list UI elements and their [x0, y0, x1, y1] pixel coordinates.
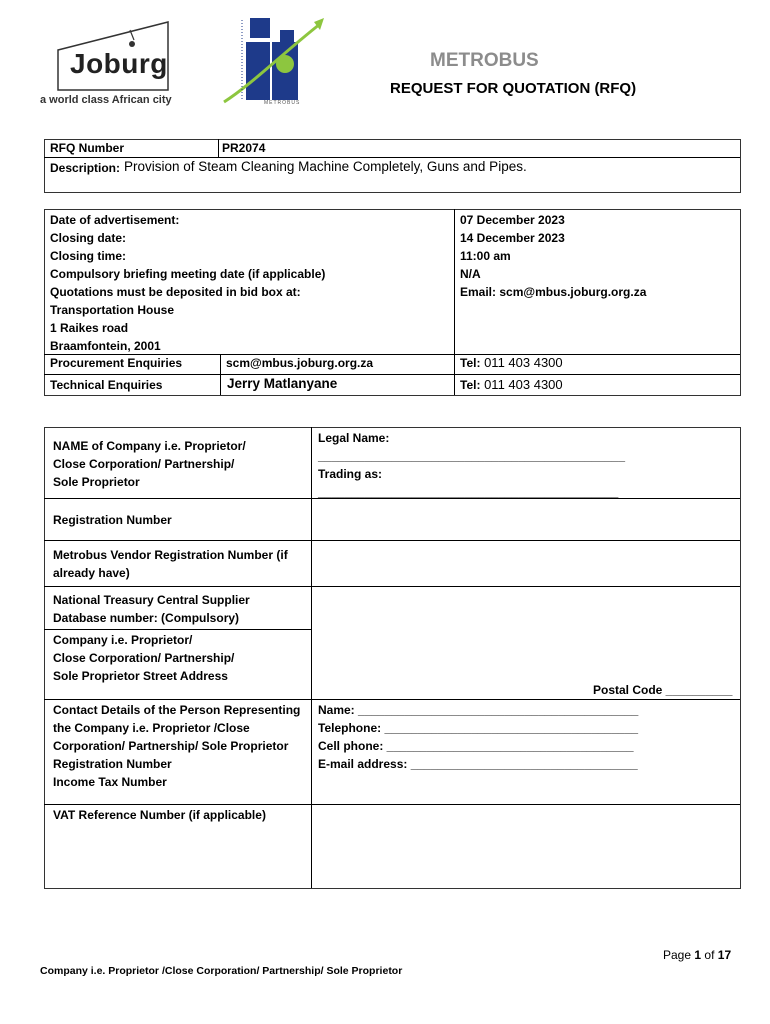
trading-as-label: Trading as:	[318, 467, 383, 481]
rfq-description-label: Description:	[50, 161, 121, 175]
procurement-tel-label: Tel:	[460, 356, 481, 370]
label-building: Transportation House	[50, 303, 175, 317]
contact-details-line: Corporation/ Partnership/ Sole Proprietor	[53, 739, 289, 753]
legal-name-label: Legal Name:	[318, 431, 390, 445]
technical-contact: Jerry Matlanyane	[227, 376, 338, 391]
technical-label: Technical Enquiries	[50, 378, 163, 392]
page-number	[663, 948, 731, 962]
rfq-description-value: Provision of Steam Cleaning Machine Completely, Guns and Pipes.	[124, 159, 527, 174]
rfq-number-label: RFQ Number	[50, 141, 125, 155]
joburg-logo	[40, 18, 180, 110]
contact-details-line: Registration Number	[53, 757, 172, 771]
page-total: 17	[717, 948, 732, 962]
value-date-advertisement: 07 December 2023	[460, 213, 565, 227]
procurement-tel-number: 011 403 4300	[484, 355, 563, 370]
street-address-label	[53, 631, 308, 685]
metrobus-logo-text: METROBUS	[264, 100, 301, 106]
value-bid-email: Email: scm@mbus.joburg.org.za	[460, 285, 647, 299]
street-address-line: Sole Proprietor Street Address	[53, 669, 228, 683]
joburg-tagline: a world class African city	[40, 94, 172, 106]
contact-telephone-field[interactable]: Telephone: ______________________________________	[318, 721, 639, 735]
technical-tel-label: Tel:	[460, 378, 481, 392]
page-of: of	[704, 948, 715, 962]
company-name-label-line: Close Corporation/ Partnership/	[53, 457, 235, 471]
schedule-labels	[50, 211, 450, 355]
footer-note: Company i.e. Proprietor /Close Corporation/ Partnership/ Sole Proprietor	[40, 965, 403, 977]
label-briefing-meeting: Compulsory briefing meeting date (if applicable)	[50, 267, 326, 281]
company-name-label-line: NAME of Company i.e. Proprietor/	[53, 439, 246, 453]
label-date-advertisement: Date of advertisement:	[50, 213, 180, 227]
joburg-logo-text: Joburg	[70, 48, 168, 79]
legal-name-field[interactable]	[318, 429, 736, 501]
metrobus-logo	[222, 14, 328, 110]
contact-email-field[interactable]: E-mail address: __________________________________	[318, 757, 638, 771]
vendor-registration-line: Metrobus Vendor Registration Number (if	[53, 548, 288, 562]
treasury-label	[53, 591, 308, 627]
value-briefing-meeting: N/A	[460, 267, 481, 281]
legal-name-line[interactable]: ______________________________________________	[318, 449, 625, 463]
contact-fields	[318, 701, 736, 773]
technical-tel-number: 011 403 4300	[484, 377, 563, 392]
label-bid-box: Quotations must be deposited in bid box at:	[50, 285, 301, 299]
treasury-line: Database number: (Compulsory)	[53, 611, 240, 625]
label-street: 1 Raikes road	[50, 321, 129, 335]
schedule-values	[460, 211, 735, 301]
label-city: Braamfontein, 2001	[50, 339, 161, 353]
doc-title: REQUEST FOR QUOTATION (RFQ)	[390, 80, 637, 97]
vat-reference-label: VAT Reference Number (if applicable)	[53, 808, 266, 822]
contact-details-line: Contact Details of the Person Representing	[53, 703, 301, 717]
value-closing-date: 14 December 2023	[460, 231, 565, 245]
procurement-email[interactable]: scm@mbus.joburg.org.za	[226, 356, 374, 370]
vendor-registration-label	[53, 546, 308, 582]
vendor-registration-line: already have)	[53, 566, 130, 580]
treasury-line: National Treasury Central Supplier	[53, 593, 250, 607]
company-name-label-line: Sole Proprietor	[53, 475, 140, 489]
procurement-tel	[460, 355, 563, 370]
org-title: METROBUS	[430, 50, 539, 71]
contact-details-line: the Company i.e. Proprietor /Close	[53, 721, 250, 735]
postal-code-field[interactable]: Postal Code __________	[593, 683, 733, 697]
rfq-number-value: PR2074	[222, 141, 266, 155]
label-closing-time: Closing time:	[50, 249, 127, 263]
street-address-line: Close Corporation/ Partnership/	[53, 651, 235, 665]
contact-cellphone-field[interactable]: Cell phone: _____________________________________	[318, 739, 634, 753]
procurement-label: Procurement Enquiries	[50, 356, 183, 370]
contact-name-field[interactable]: Name: __________________________________________	[318, 703, 639, 717]
trading-as-line[interactable]: _____________________________________________	[318, 485, 619, 499]
contact-details-label	[53, 701, 311, 791]
technical-tel	[460, 377, 563, 392]
contact-details-line: Income Tax Number	[53, 775, 167, 789]
value-closing-time: 11:00 am	[460, 249, 511, 263]
label-closing-date: Closing date:	[50, 231, 127, 245]
company-name-label	[53, 437, 308, 491]
street-address-line: Company i.e. Proprietor/	[53, 633, 193, 647]
registration-number-label: Registration Number	[53, 513, 172, 527]
page-prefix: Page	[663, 948, 692, 962]
page-current: 1	[694, 948, 702, 962]
